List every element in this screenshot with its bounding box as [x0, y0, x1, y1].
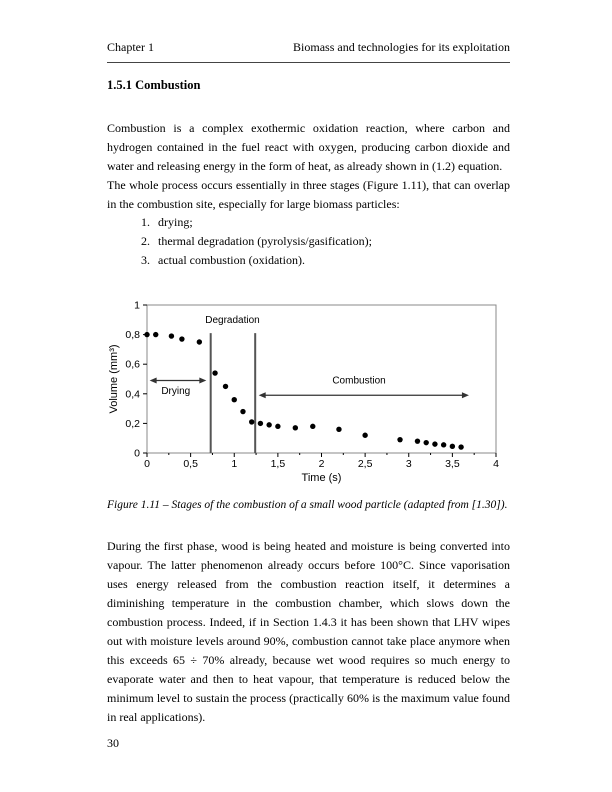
svg-text:0,5: 0,5 [183, 458, 198, 470]
header-book-title: Biomass and technologies for its exploitation [293, 40, 510, 54]
svg-text:0,4: 0,4 [125, 388, 140, 401]
list-number: 2. [141, 234, 150, 248]
section-title: 1.5.1 Combustion [107, 78, 201, 92]
svg-text:Drying: Drying [161, 385, 191, 397]
page-header [107, 40, 510, 63]
figure-caption: Figure 1.11 – Stages of the combustion of a small wood particle (adapted from [1.30]). [107, 499, 508, 511]
svg-text:1,5: 1,5 [270, 458, 286, 470]
list-number: 1. [141, 215, 150, 229]
svg-text:0: 0 [144, 458, 150, 470]
chart-y-axis [125, 300, 147, 460]
svg-text:0,2: 0,2 [125, 417, 140, 430]
stages-list [107, 213, 510, 270]
svg-text:0,8: 0,8 [125, 329, 140, 342]
svg-text:0: 0 [134, 447, 140, 460]
list-item [107, 213, 510, 232]
intro-paragraphs [107, 119, 510, 214]
svg-text:2: 2 [318, 458, 325, 470]
svg-text:Degradation: Degradation [205, 314, 260, 326]
list-item-text: actual combustion (oxidation). [158, 253, 305, 267]
combustion-stages-chart [105, 293, 517, 491]
paragraph-moisture-discussion: During the first phase, wood is being heated and moisture is being converted into vapour. The latter phenomenon already occurs before 100°C. Since vaporisation uses energy released from the combustion reaction itself, it determines a diminishing temperature in the combustion chamber, which slows down the combustion process. Indeed, if in Section 1.4.3 it has been shown that LHV wipes out with moisture levels around 90%, combustion cannot take place anymore when this exceeds 65 ÷ 70% already, because wet wood requires so much energy to evaporate water and then to heat vapour, that temperature is reduced below the minimum level to sustain the process (practically 60% is the maximum value found in real applications). [107, 539, 510, 724]
svg-text:3,5: 3,5 [445, 458, 460, 470]
chart-x-axis [144, 453, 499, 470]
svg-text:0,6: 0,6 [125, 358, 140, 371]
list-item-text: drying; [158, 215, 193, 229]
svg-text:3: 3 [405, 458, 412, 470]
list-item [107, 232, 510, 251]
paragraph-three-stages: The whole process occurs essentially in three stages (Figure 1.11), that can overlap in the combustion site, especially for large biomass particles: [107, 178, 510, 211]
svg-text:Combustion: Combustion [332, 375, 386, 387]
list-item-text: thermal degradation (pyrolysis/gasification); [158, 234, 372, 248]
svg-text:2,5: 2,5 [357, 458, 373, 470]
svg-text:1: 1 [134, 299, 140, 312]
list-item [107, 251, 510, 270]
svg-text:1: 1 [231, 458, 238, 470]
svg-text:4: 4 [493, 458, 499, 470]
page-number: 30 [107, 736, 119, 750]
paragraph-combustion-definition: Combustion is a complex exothermic oxidation reaction, where carbon and hydrogen contained in the fuel react with oxygen, producing carbon dioxide and water and releasing energy in the form of heat, as already shown in (1.2) equation. [107, 121, 510, 173]
svg-text:Volume (mm³): Volume (mm³) [108, 344, 120, 414]
discussion-paragraph [107, 537, 510, 727]
svg-text:Time (s): Time (s) [301, 472, 342, 484]
figure-1-11 [105, 293, 517, 491]
list-number: 3. [141, 253, 150, 267]
header-chapter: Chapter 1 [107, 40, 154, 54]
